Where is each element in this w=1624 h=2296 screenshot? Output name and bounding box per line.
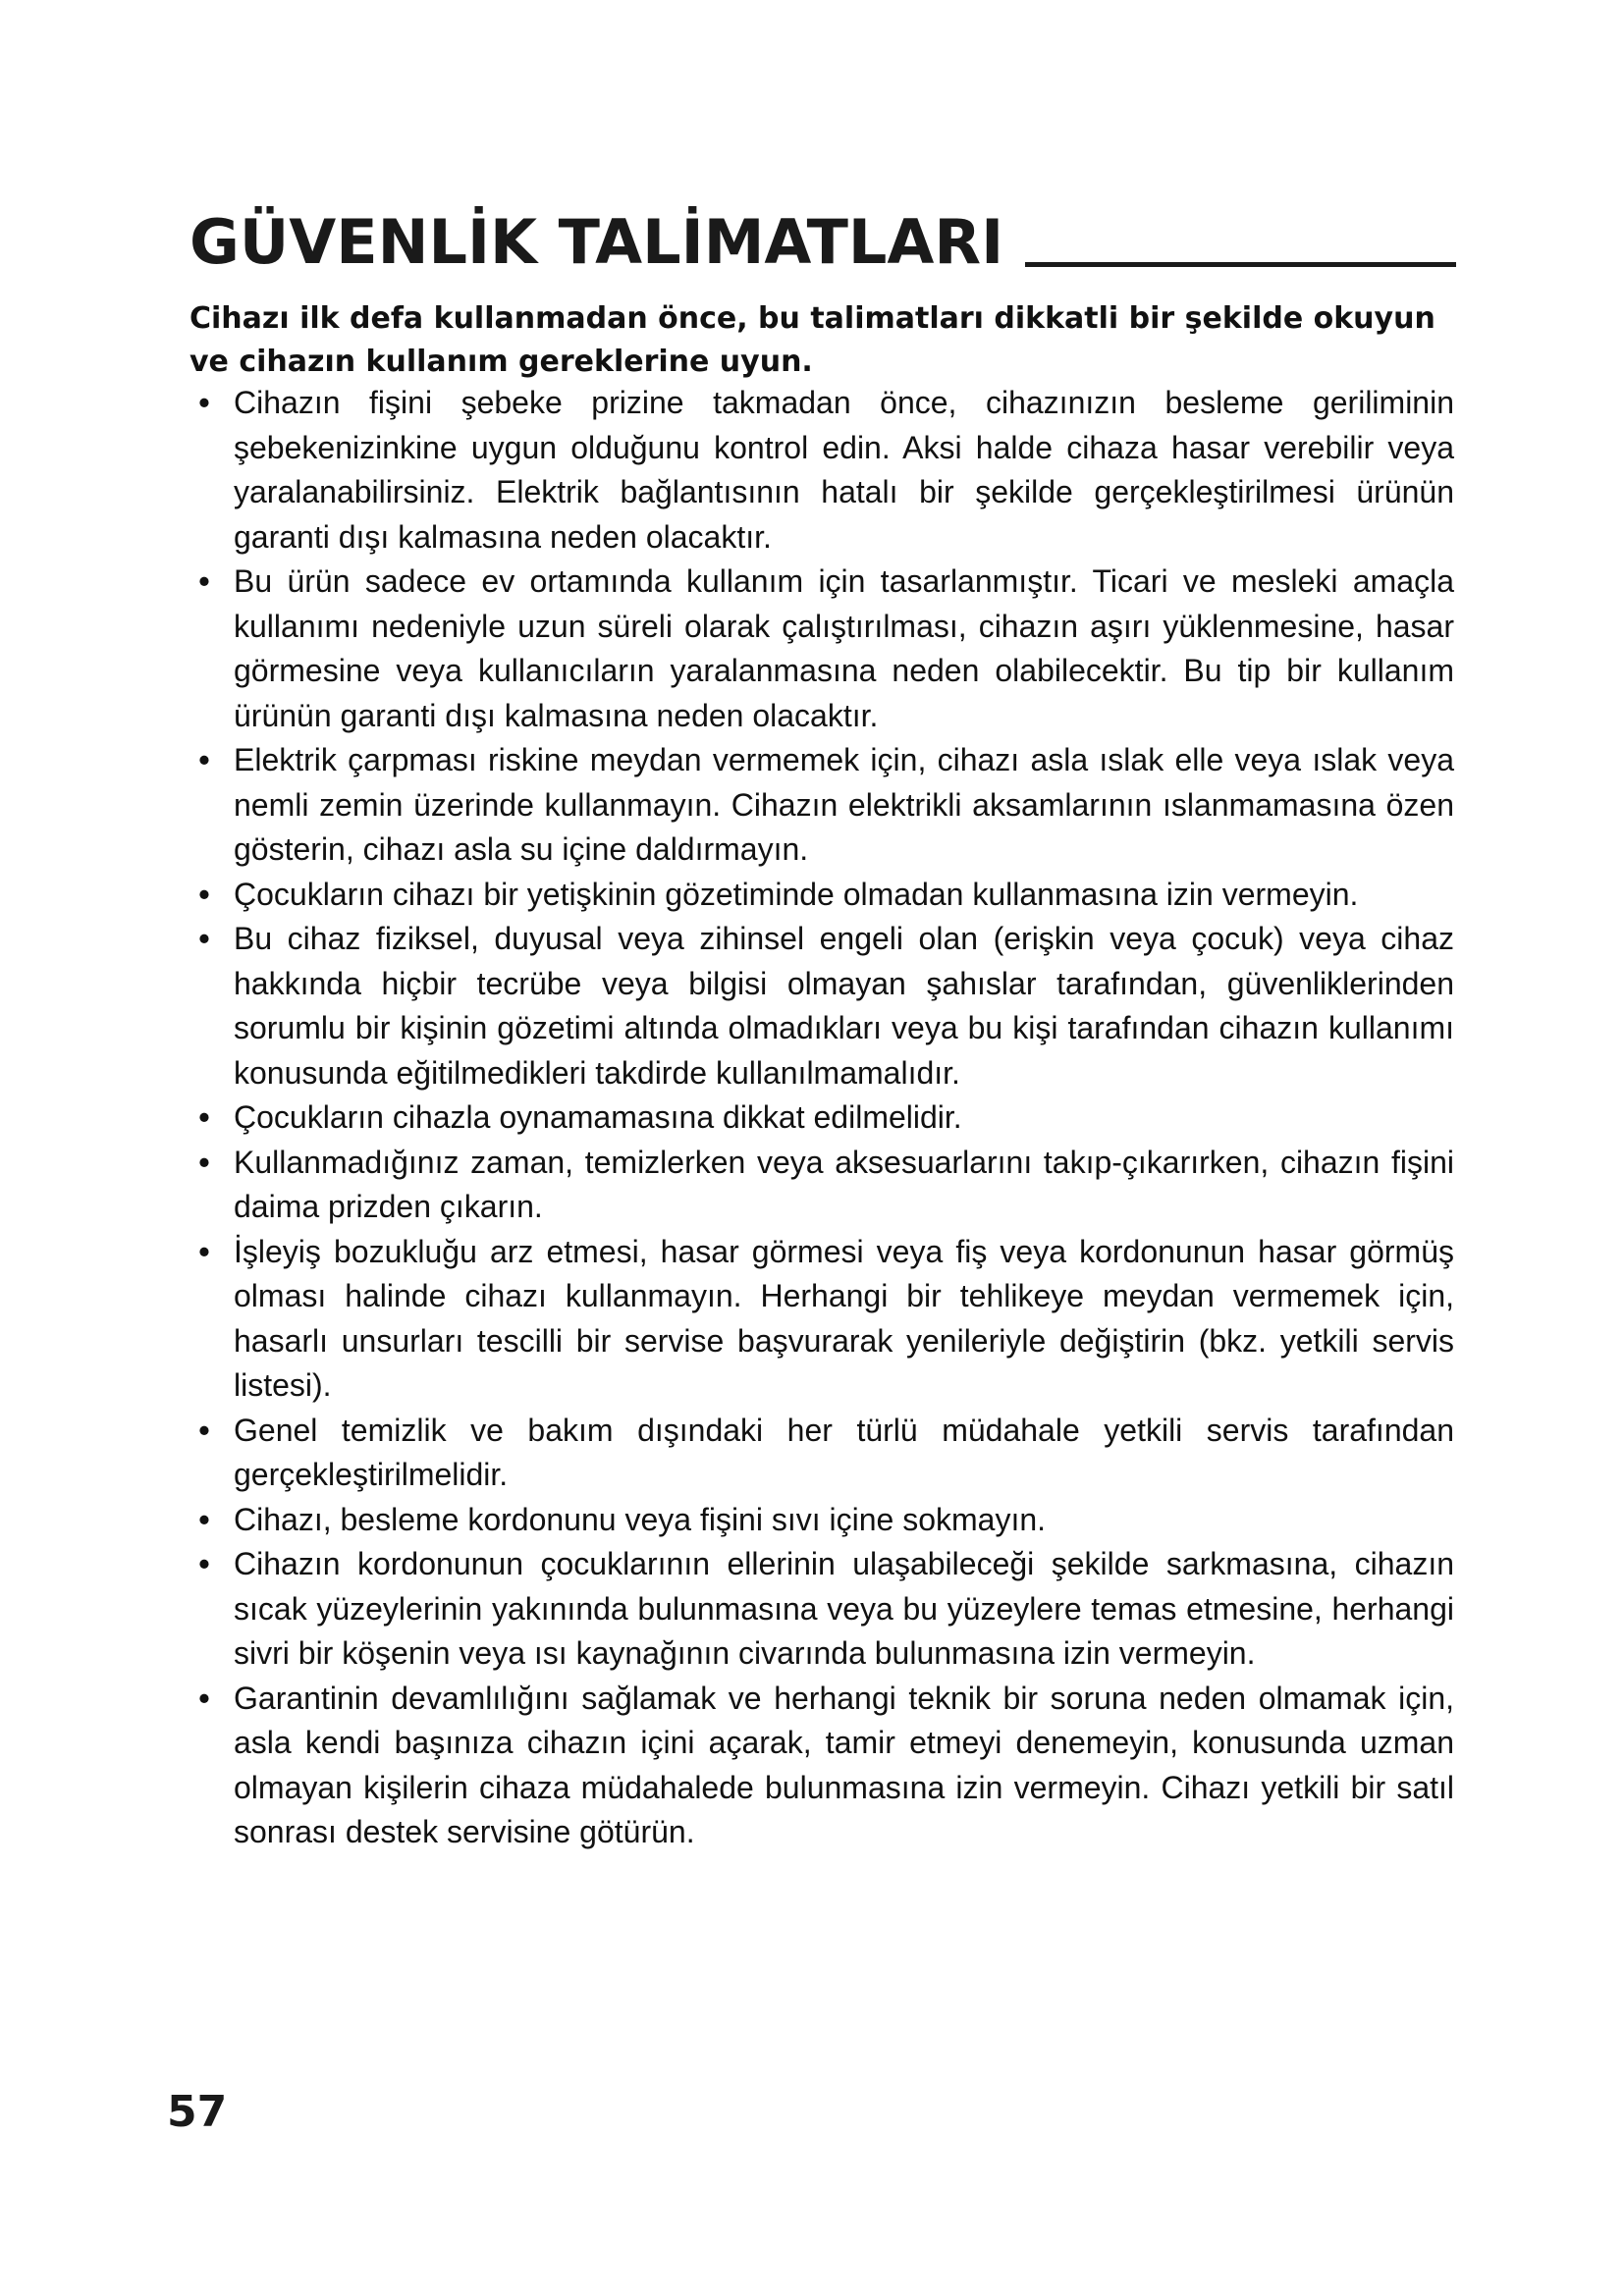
list-item — [189, 1498, 1454, 1543]
list-item — [189, 1230, 1454, 1409]
list-item — [189, 1141, 1454, 1230]
list-item — [189, 1677, 1454, 1855]
safety-instructions-list — [189, 381, 1454, 1855]
list-item — [189, 917, 1454, 1095]
bullet-icon: • — [198, 1144, 210, 1180]
bullet-icon: • — [198, 1680, 210, 1716]
list-item — [189, 1542, 1454, 1677]
list-item-text: Kullanmadığınız zaman, temizlerken veya aksesuarlarını takıp-çıkarırken, cihazın fişini daima prizden çıkarın. — [234, 1144, 1454, 1224]
list-item-text: Cihazı, besleme kordonunu veya fişini sıvı içine sokmayın. — [234, 1501, 1047, 1537]
list-item-text: Cihazın kordonunun çocuklarının ellerinin ulaşabileceği şekilde sarkmasına, cihazın sıcak yüzeylerinin yakınında bulunmasına veya bu yüzeylere temas etmesine, herhangi sivri bir köşenin veya ısı kaynağının civarında bulunmasına izin vermeyin. — [234, 1546, 1454, 1671]
bullet-icon: • — [198, 563, 210, 599]
list-item — [189, 560, 1454, 738]
bullet-icon: • — [198, 876, 210, 912]
list-item-text: Genel temizlik ve bakım dışındaki her türlü müdahale yetkili servis tarafından gerçekleştirilmelidir. — [234, 1412, 1454, 1492]
bullet-icon: • — [198, 921, 210, 956]
list-item — [189, 381, 1454, 560]
list-item — [189, 1095, 1454, 1141]
bullet-icon: • — [198, 1412, 210, 1448]
list-item — [189, 1409, 1454, 1498]
list-item-text: Çocukların cihazı bir yetişkinin gözetiminde olmadan kullanmasına izin vermeyin. — [234, 876, 1359, 912]
bullet-icon: • — [198, 1099, 210, 1135]
list-item-text: Çocukların cihazla oynamamasına dikkat edilmelidir. — [234, 1099, 962, 1135]
list-item — [189, 738, 1454, 873]
list-item-text: Garantinin devamlılığını sağlamak ve herhangi teknik bir soruna neden olmamak için, asla kendi başınıza cihazın içini açarak, tamir etmeyi denemeyin, konusunda uzman olmayan kişilerin cihaza müdahalede bulunmasına izin vermeyin. Cihazı yetkili bir satıl sonrası destek servisine götürün. — [234, 1680, 1454, 1849]
title-underline-rule — [1025, 262, 1456, 267]
list-item-text: Cihazın fişini şebeke prizine takmadan önce, cihazınızın besleme geriliminin şebekenizinkine uygun olduğunu kontrol edin. Aksi halde cihaza hasar verebilir veya yaralanabilirsiniz. Elektrik bağlantısının hatalı bir şekilde gerçekleştirilmesi ürünün garanti dışı kalmasına neden olacaktır. — [234, 385, 1454, 555]
page-number: 57 — [167, 2087, 228, 2137]
bullet-icon: • — [198, 1546, 210, 1581]
bullet-icon: • — [198, 1233, 210, 1269]
bullet-icon: • — [198, 1501, 210, 1537]
list-item-text: Elektrik çarpması riskine meydan vermemek için, cihazı asla ıslak elle veya ıslak veya nemli zemin üzerinde kullanmayın. Cihazın elektrikli aksamlarının ıslanmamasına özen gösterin, cihazı asla su içine daldırmayın. — [234, 742, 1454, 867]
page-heading — [189, 192, 1456, 278]
list-item — [189, 873, 1454, 918]
bullet-icon: • — [198, 385, 210, 420]
intro-paragraph: Cihazı ilk defa kullanmadan önce, bu talimatları dikkatli bir şekilde okuyun ve cihazın kullanım gereklerine uyun. — [189, 301, 1435, 379]
list-item-text: Bu ürün sadece ev ortamında kullanım için tasarlanmıştır. Ticari ve mesleki amaçla kullanımı nedeniyle uzun süreli olarak çalıştırılması, cihazın aşırı yüklenmesine, hasar görmesine veya kullanıcıların yaralanmasına neden olabilecektir. Bu tip bir kullanım ürünün garanti dışı kalmasına neden olacaktır. — [234, 563, 1454, 733]
page-title: GÜVENLİK TALİMATLARI — [189, 206, 1004, 278]
list-item-text: İşleyiş bozukluğu arz etmesi, hasar görmesi veya fiş veya kordonunun hasar görmüş olması halinde cihazı kullanmayın. Herhangi bir tehlikeye meydan vermemek için, hasarlı unsurları tescilli bir servise başvurarak yenileriyle değiştirin (bkz. yetkili servis listesi). — [234, 1233, 1454, 1403]
bullet-icon: • — [198, 742, 210, 777]
list-item-text: Bu cihaz fiziksel, duyusal veya zihinsel engeli olan (erişkin veya çocuk) veya cihaz hakkında hiçbir tecrübe veya bilgisi olmayan şahıslar tarafından, güvenliklerinden sorumlu bir kişinin gözetimi altında olmadıkları veya bu kişi tarafından cihazın kullanımı konusunda eğitilmedikleri takdirde kullanılmamalıdır. — [234, 921, 1454, 1091]
